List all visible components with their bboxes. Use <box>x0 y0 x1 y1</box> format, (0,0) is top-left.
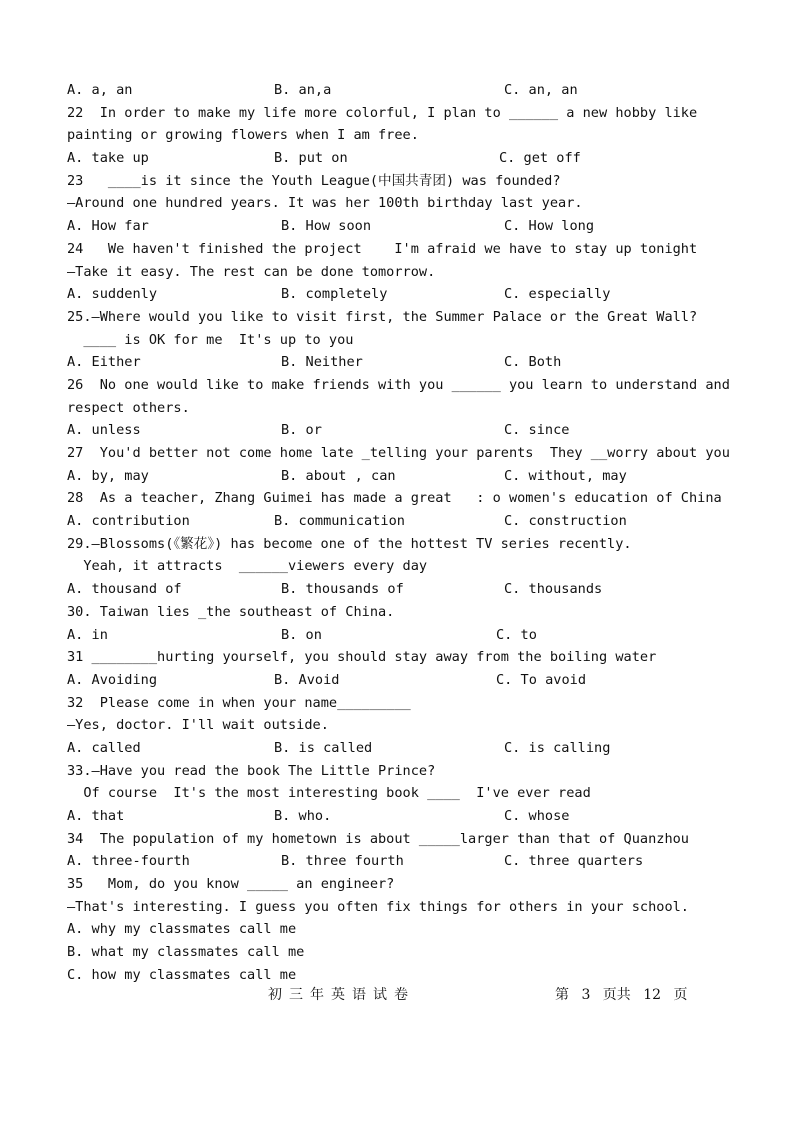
question-line: —Around one hundred years. It was her 100th birthday last year. <box>67 195 583 212</box>
option-c: C. whose <box>504 808 570 824</box>
answer-options <box>67 510 727 533</box>
option-b: B. is called <box>274 739 373 756</box>
option-b: B. How soon <box>281 218 372 235</box>
question-line: 31 ________hurting yourself, you should stay away from the boiling water <box>67 649 657 666</box>
option-a: A. thousand of <box>67 581 182 598</box>
option-b: B. an,a <box>274 82 332 98</box>
question-line: 32 Please come in when your name_________ <box>67 694 411 711</box>
page-footer <box>0 984 793 1006</box>
option-a: A. called <box>67 739 141 756</box>
option-b: B. who. <box>274 808 332 824</box>
option-c: C. since <box>504 422 570 439</box>
exam-page <box>67 79 730 987</box>
option-a: A. contribution <box>67 513 190 530</box>
answer-options <box>67 850 727 873</box>
question-line: 25.—Where would you like to visit first, the Summer Palace or the Great Wall? <box>67 308 698 325</box>
question-line: 26 No one would like to make friends with you ______ you learn to understand and <box>67 376 730 393</box>
option-c: C. construction <box>504 513 627 530</box>
question-line: Yeah, it attracts ______viewers every day <box>67 558 428 575</box>
option-b: B. or <box>281 422 322 439</box>
option-a: A. in <box>67 626 108 643</box>
footer-page-number: 第 3 页共 12 页 <box>555 987 688 1003</box>
answer-options <box>67 624 727 647</box>
answer-options <box>67 669 727 692</box>
option-c: C. is calling <box>504 739 611 756</box>
question-line: 28 As a teacher, Zhang Guimei has made a great : o women's education of China <box>67 490 722 507</box>
question-line: 35 Mom, do you know _____ an engineer? <box>67 876 395 893</box>
question-line: 34 The population of my hometown is about _____larger than that of Quanzhou <box>67 830 689 847</box>
question-line: —Yes, doctor. I'll wait outside. <box>67 717 329 734</box>
option-b: B. three fourth <box>281 853 404 870</box>
option-b: B. on <box>281 626 322 643</box>
answer-options <box>67 578 727 601</box>
option-a: A. that <box>67 808 125 824</box>
option-b: B. Avoid <box>274 671 340 688</box>
option-c: C. thousands <box>504 581 603 598</box>
option-c: C. To avoid <box>496 671 587 688</box>
option-c: C. without, may <box>504 467 627 484</box>
option-c: C. an, an <box>504 82 578 98</box>
option-b: B. communication <box>274 513 405 530</box>
question-line: B. what my classmates call me <box>67 944 305 961</box>
option-a: A. take up <box>67 150 149 167</box>
question-line: painting or growing flowers when I am free. <box>67 127 419 144</box>
option-c: C. three quarters <box>504 853 644 870</box>
answer-options <box>67 79 727 102</box>
question-line: A. why my classmates call me <box>67 921 297 938</box>
option-a: A. Either <box>67 354 141 371</box>
option-a: A. Avoiding <box>67 671 158 688</box>
option-c: C. to <box>496 626 537 643</box>
question-line: 33.—Have you read the book The Little Prince? <box>67 762 436 779</box>
option-a: A. by, may <box>67 467 149 484</box>
option-b: B. thousands of <box>281 581 404 598</box>
answer-options <box>67 147 727 170</box>
option-b: B. Neither <box>281 354 363 371</box>
question-line: 24 We haven't finished the project I'm afraid we have to stay up tonight <box>67 240 698 257</box>
option-a: A. suddenly <box>67 286 158 303</box>
question-line: ____ is OK for me It's up to you <box>67 331 354 348</box>
answer-options <box>67 737 727 760</box>
option-c: C. Both <box>504 354 562 371</box>
option-a: A. How far <box>67 218 149 235</box>
question-line: Of course It's the most interesting book ____ I've ever read <box>67 785 591 802</box>
footer-title: 初三年英语试卷 <box>268 987 415 1003</box>
option-a: A. three-fourth <box>67 853 190 870</box>
answer-options <box>67 215 727 238</box>
question-line: —Take it easy. The rest can be done tomorrow. <box>67 263 436 280</box>
option-a: A. a, an <box>67 82 133 98</box>
question-line: 29.—Blossoms(《繁花》) has become one of the hottest TV series recently. <box>67 535 632 552</box>
option-c: C. get off <box>499 150 581 167</box>
question-line: 22 In order to make my life more colorful, I plan to ______ a new hobby like <box>67 104 698 121</box>
question-line: —That's interesting. I guess you often fix things for others in your school. <box>67 898 689 915</box>
option-b: B. put on <box>274 150 348 167</box>
option-a: A. unless <box>67 422 141 439</box>
question-line: 23 ____is it since the Youth League(中国共青团) was founded? <box>67 172 561 189</box>
question-line: 30. Taiwan lies _the southeast of China. <box>67 603 395 620</box>
option-c: C. How long <box>504 218 595 235</box>
answer-options <box>67 283 727 306</box>
answer-options <box>67 351 727 374</box>
option-b: B. about , can <box>281 467 396 484</box>
answer-options <box>67 805 727 828</box>
question-line: 27 You'd better not come home late _telling your parents They __worry about you <box>67 445 730 461</box>
answer-options <box>67 465 727 488</box>
question-line: C. how my classmates call me <box>67 966 297 983</box>
option-b: B. completely <box>281 286 388 303</box>
question-line: respect others. <box>67 399 190 416</box>
answer-options <box>67 419 727 442</box>
option-c: C. especially <box>504 286 611 303</box>
